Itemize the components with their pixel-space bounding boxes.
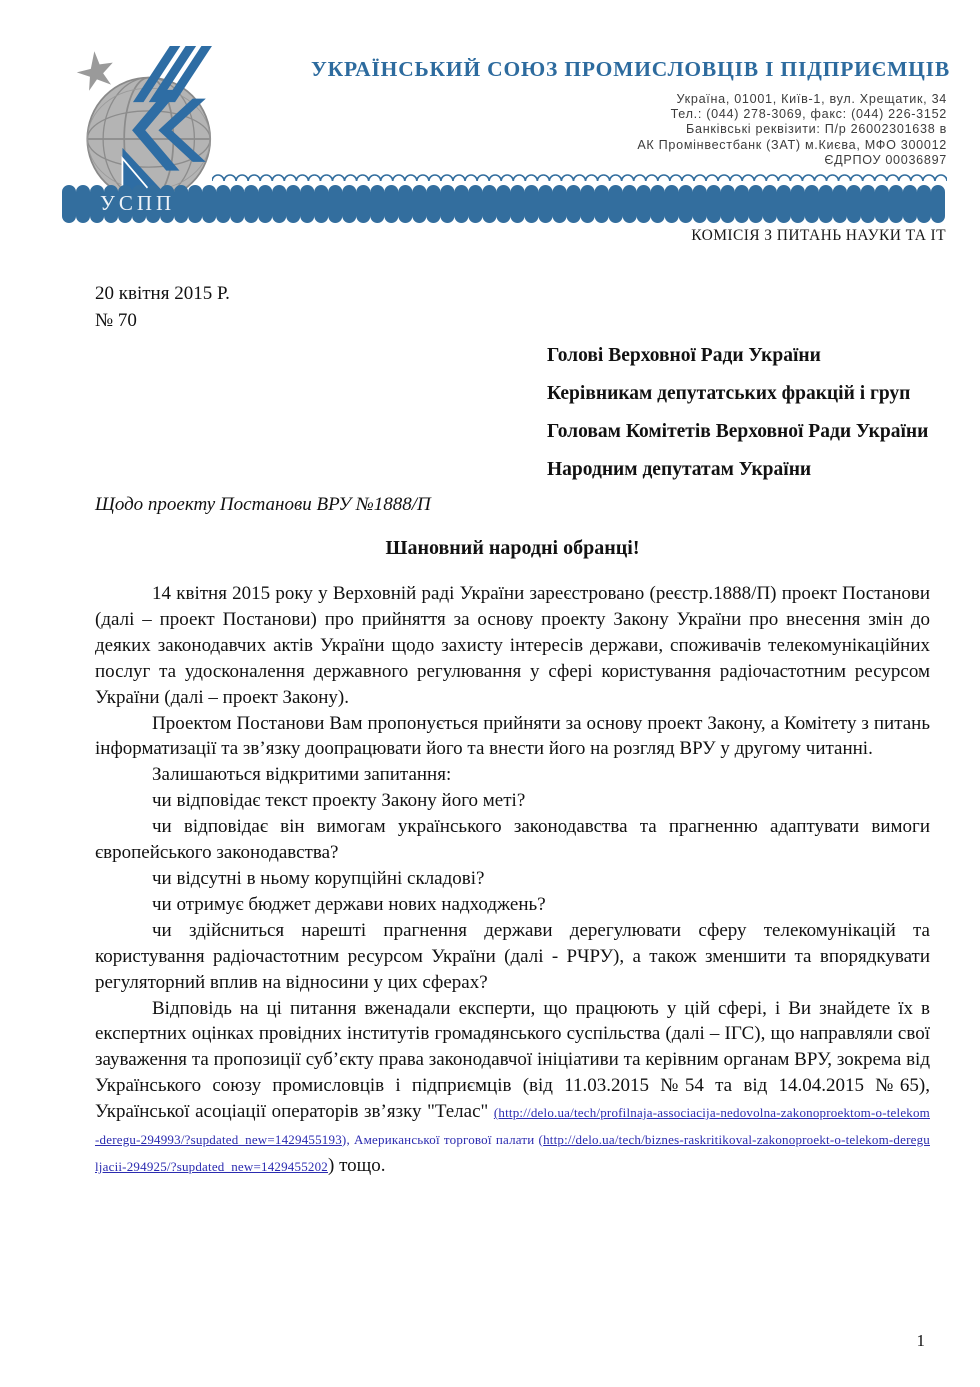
org-name: УКРАЇНСЬКИЙ СОЮЗ ПРОМИСЛОВЦІВ І ПІДПРИЄМЦІВ [311, 57, 950, 81]
contact-line-bank-2: АК Промінвестбанк (ЗАТ) м.Києва, МФО 300012 [637, 137, 947, 152]
contact-line-phone: Тел.: (044) 278-3069, факс: (044) 226-3152 [670, 107, 947, 122]
page-number: 1 [916, 1331, 925, 1350]
closing-text: ), Американської торгової палати ( [341, 1132, 544, 1148]
addressee-item: Голові Верховної Ради України [547, 345, 821, 366]
letter-body [95, 280, 930, 1180]
question-paragraph: чи відсутні в ньому корупційні складові? [152, 867, 485, 889]
question-paragraph: чи відповідає текст проекту Закону його меті? [152, 790, 526, 812]
commission-line: КОМІСІЯ З ПИТАНЬ НАУКИ ТА ІТ [691, 227, 946, 244]
question-paragraph: чи отримує бюджет держави нових надходжень? [152, 893, 546, 915]
org-logo [68, 46, 226, 204]
closing-text: Відповідь на ці питання вженадали експерти, що працюють у цій сфері, і Ви знайдете їх в експертних оцінках провідних інститутів громадянського суспільства (далі – ІГС), що направляли свої зауваження та пропозиції суб’єкту права законодавчої ініціативи та керівним органам ВРУ, зокрема від Українського союзу промисловців і підприємців (від 11.03.2015 №54 та від 14.04.2015 №65), Української асоціації операторів зв’язку "Телас" [95, 997, 930, 1123]
body-paragraph: Проектом Постанови Вам пропонується прийняти за основу проект Закону, а Комітету з питань інформатизації та зв’язку доопрацювати його та внести його на розгляд ВРУ у другому читанні. [95, 712, 930, 760]
addressee-item: Народним депутатам України [547, 459, 812, 480]
addressees-block [547, 342, 935, 484]
question-paragraph: чи відповідає він вимогам українського законодавства та прагненню адаптувати вимоги європейського законодавства? [95, 816, 930, 864]
letter-number: № 70 [95, 310, 137, 331]
contact-line-edrpou: ЄДРПОУ 00036897 [824, 152, 947, 167]
wave-band [62, 183, 947, 225]
letter-meta [95, 280, 930, 334]
delo-ua-link-1[interactable]: (http://delo.ua/tech/profilnaja-associacija-nedovolna-zakonoproektom-o-telekom-deregu-294993/?supdated_new=1429455193 [95, 1105, 930, 1148]
body-paragraph: 14 квітня 2015 року у Верховній раді України зареєстровано (реєстр.1888/П) проект Постанови (далі – проект Постанови) про прийняття за основу проекту Закону України про внесення змін до деяких законодавчих актів України щодо захисту інтересів держави, споживачів телекомунікаційних послуг та удосконалення державного регулювання у сфері користування радіочастотним ресурсом України (далі – проект Закону). [95, 583, 930, 708]
contact-line-bank-1: Банківські реквізити: П/р 26002301638 в [686, 122, 947, 137]
closing-paragraph [95, 996, 930, 1180]
delo-ua-link-2[interactable]: http://delo.ua/tech/biznes-raskritikoval-zakonoproekt-o-telekom-dereguljacii-294925/?supdated_new=1429455202 [95, 1132, 930, 1174]
logo-acronym: УСПП [100, 191, 176, 215]
letter-date: 20 квітня 2015 Р. [95, 283, 230, 304]
subject-line: Щодо проекту Постанови ВРУ №1888/П [95, 494, 431, 515]
addressee-item: Керівникам депутатських фракцій і груп [547, 383, 911, 404]
contact-line-address: Україна, 01001, Київ-1, вул. Хрещатик, 34 [676, 92, 947, 106]
wave-band-icon [62, 183, 947, 225]
org-logo-icon [68, 46, 226, 204]
wave-thin-icon [212, 167, 947, 184]
body-paragraph: Залишаються відкритими запитання: [152, 764, 452, 786]
addressee-item: Головам Комітетів Верховної Ради України [547, 421, 929, 442]
star-icon [77, 51, 113, 90]
wave-divider-thin [212, 167, 947, 184]
question-paragraph: чи здійсниться нарешті прагнення держави дерегулювати сферу телекомунікацій та користування радіочастотним ресурсом України (далі - РЧРУ), а також зменшити та впорядкувати регуляторний вплив на відносини у цих сферах? [95, 919, 930, 993]
closing-text: ) тощо. [328, 1154, 386, 1176]
salutation: Шановний народні обранці! [385, 537, 640, 559]
org-contact-block [637, 92, 947, 168]
